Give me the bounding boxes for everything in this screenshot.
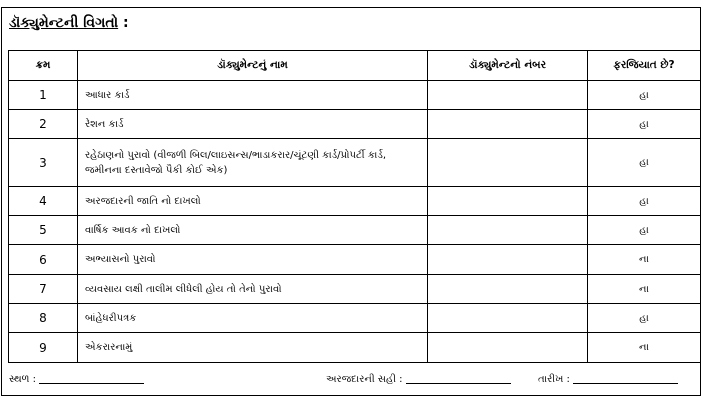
row-serial: 1 [9, 81, 78, 110]
signature-input-line[interactable] [406, 372, 511, 384]
row-document-number-field[interactable] [428, 245, 588, 275]
table-row [9, 333, 701, 363]
row-required: ના [588, 275, 701, 304]
row-required: હા [588, 81, 701, 110]
row-document-name: વાર્ષિક આવક નો દાખલો [78, 216, 428, 245]
row-document-number-field[interactable] [428, 304, 588, 333]
row-serial: 7 [9, 275, 78, 304]
section-heading-colon: : [118, 15, 129, 31]
row-required: હા [588, 304, 701, 333]
header-document-number: ડૉક્યુમેન્ટનો નંબર [428, 51, 588, 81]
row-document-number-field[interactable] [428, 216, 588, 245]
header-required: ફરજિયાત છે? [588, 51, 701, 81]
header-serial: ક્રમ [9, 51, 78, 81]
place-label: સ્થળ : [9, 374, 36, 385]
row-document-name: અરજદારની જાતિ નો દાખલો [78, 187, 428, 216]
row-required: હા [588, 110, 701, 139]
section-heading-text: ડૉક્યુમેન્ટની વિગતો [9, 15, 119, 31]
section-heading [9, 15, 129, 31]
row-required: ના [588, 245, 701, 275]
row-document-number-field[interactable] [428, 110, 588, 139]
table-row [9, 187, 701, 216]
row-serial: 4 [9, 187, 78, 216]
row-document-name: અભ્યાસનો પુરાવો [78, 245, 428, 275]
row-document-name: બાંહેધરીપત્રક [78, 304, 428, 333]
row-required: હા [588, 139, 701, 187]
row-document-number-field[interactable] [428, 187, 588, 216]
table-row [9, 110, 701, 139]
row-document-name: રેશન કાર્ડ [78, 110, 428, 139]
row-serial: 5 [9, 216, 78, 245]
row-required: ના [588, 333, 701, 363]
row-required: હા [588, 187, 701, 216]
row-document-name: આધાર કાર્ડ [78, 81, 428, 110]
header-document-name: ડૉક્યુમેન્ટનું નામ [78, 51, 428, 81]
table-row [9, 304, 701, 333]
row-document-number-field[interactable] [428, 333, 588, 363]
row-document-name: રહેઠાણનો પુરાવો (વીજળી બિલ/લાઇસન્સ/ભાડાકરાર/ચૂંટણી કાર્ડ/પ્રોપર્ટી કાર્ડ, જમીનના દસ્તાવેજો પૈકી કોઈ એક) [78, 139, 428, 187]
table-row [9, 245, 701, 275]
table-row [9, 216, 701, 245]
row-document-name: એકરારનામું [78, 333, 428, 363]
documents-table [8, 50, 701, 363]
row-document-number-field[interactable] [428, 139, 588, 187]
signature-label: અરજદારની સહી : [326, 374, 403, 385]
place-field [9, 372, 144, 385]
date-input-line[interactable] [573, 372, 678, 384]
row-serial: 2 [9, 110, 78, 139]
date-label: તારીખ : [538, 374, 570, 385]
row-serial: 3 [9, 139, 78, 187]
table-row [9, 81, 701, 110]
row-document-number-field[interactable] [428, 81, 588, 110]
row-serial: 9 [9, 333, 78, 363]
place-input-line[interactable] [39, 372, 144, 384]
date-field [538, 372, 678, 385]
row-document-name: વ્યવસાય લક્ષી તાલીમ લીધેલી હોય તો તેનો પુરાવો [78, 275, 428, 304]
row-serial: 6 [9, 245, 78, 275]
row-document-number-field[interactable] [428, 275, 588, 304]
table-row [9, 275, 701, 304]
signature-field [326, 372, 511, 385]
row-required: હા [588, 216, 701, 245]
table-row [9, 139, 701, 187]
row-serial: 8 [9, 304, 78, 333]
table-header-row [9, 51, 701, 81]
